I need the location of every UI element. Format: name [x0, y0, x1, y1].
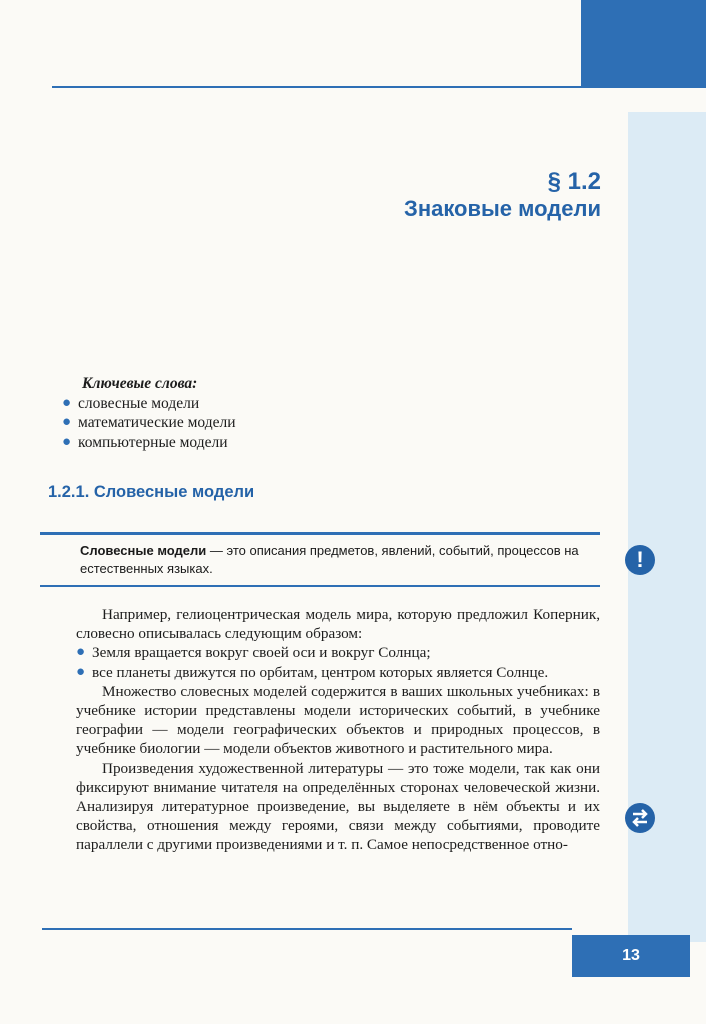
definition-term: Словесные модели — [80, 543, 207, 558]
keywords-heading: Ключевые слова: — [82, 375, 198, 392]
definition-rule-bottom — [40, 585, 600, 587]
page-number: 13 — [572, 935, 690, 977]
bullet-icon: ● — [62, 394, 72, 411]
keyword-item — [62, 394, 582, 414]
list-item — [76, 663, 600, 682]
top-divider — [52, 86, 582, 88]
keyword-item — [62, 433, 582, 453]
keyword-text: математические модели — [78, 414, 236, 431]
bottom-divider — [42, 928, 572, 930]
exclamation-icon: ! — [625, 545, 655, 575]
subsection-title: 1.2.1. Словесные модели — [48, 483, 255, 501]
exchange-arrows-icon — [625, 803, 655, 833]
paragraph: Произведения художественной литературы — это тоже модели, так как они фиксируют внимание читателя на определённых сторонах человеческой жизни. Анализируя литературное произведение, вы выделяете в нём объекты и их свойства, отношения между героями, связи между событиями, проводите параллели с другими произведениями и т. п. Самое непосредственное отно- — [76, 759, 600, 854]
bullet-icon: ● — [76, 644, 86, 661]
bullet-icon: ● — [62, 433, 72, 450]
definition-box — [80, 542, 602, 578]
keywords-block — [62, 374, 582, 452]
list-item-text: все планеты движутся по орбитам, центром которых является Солнце. — [92, 663, 549, 681]
top-color-tab — [581, 0, 706, 88]
body-list — [76, 643, 600, 681]
list-item — [76, 643, 600, 662]
body-text — [76, 605, 600, 855]
section-number: § 1.2 — [547, 168, 601, 195]
keyword-text: компьютерные модели — [78, 433, 228, 451]
section-title: Знаковые модели — [404, 196, 601, 221]
keyword-item — [62, 413, 582, 433]
bullet-icon: ● — [62, 414, 72, 430]
keyword-text: словесные модели — [78, 394, 200, 412]
keywords-list — [62, 394, 582, 453]
list-item-text: Земля вращается вокруг своей оси и вокруг Солнца; — [92, 644, 431, 662]
definition-text: — это описания предметов, явлений, событий, процессов на естественных языках. — [80, 543, 579, 576]
paragraph: Множество словесных моделей содержится в ваших школьных учебниках: в учебнике истории представлены модели исторических событий, в учебнике географии — модели географических объектов и природных процессов, в учебнике биологии — модели объектов животного и растительного мира. — [76, 682, 600, 758]
paragraph: Например, гелиоцентрическая модель мира, которую предложил Коперник, словесно описывалась следующим образом: — [76, 606, 600, 643]
definition-rule-top — [40, 532, 600, 535]
bullet-icon: ● — [76, 663, 86, 680]
